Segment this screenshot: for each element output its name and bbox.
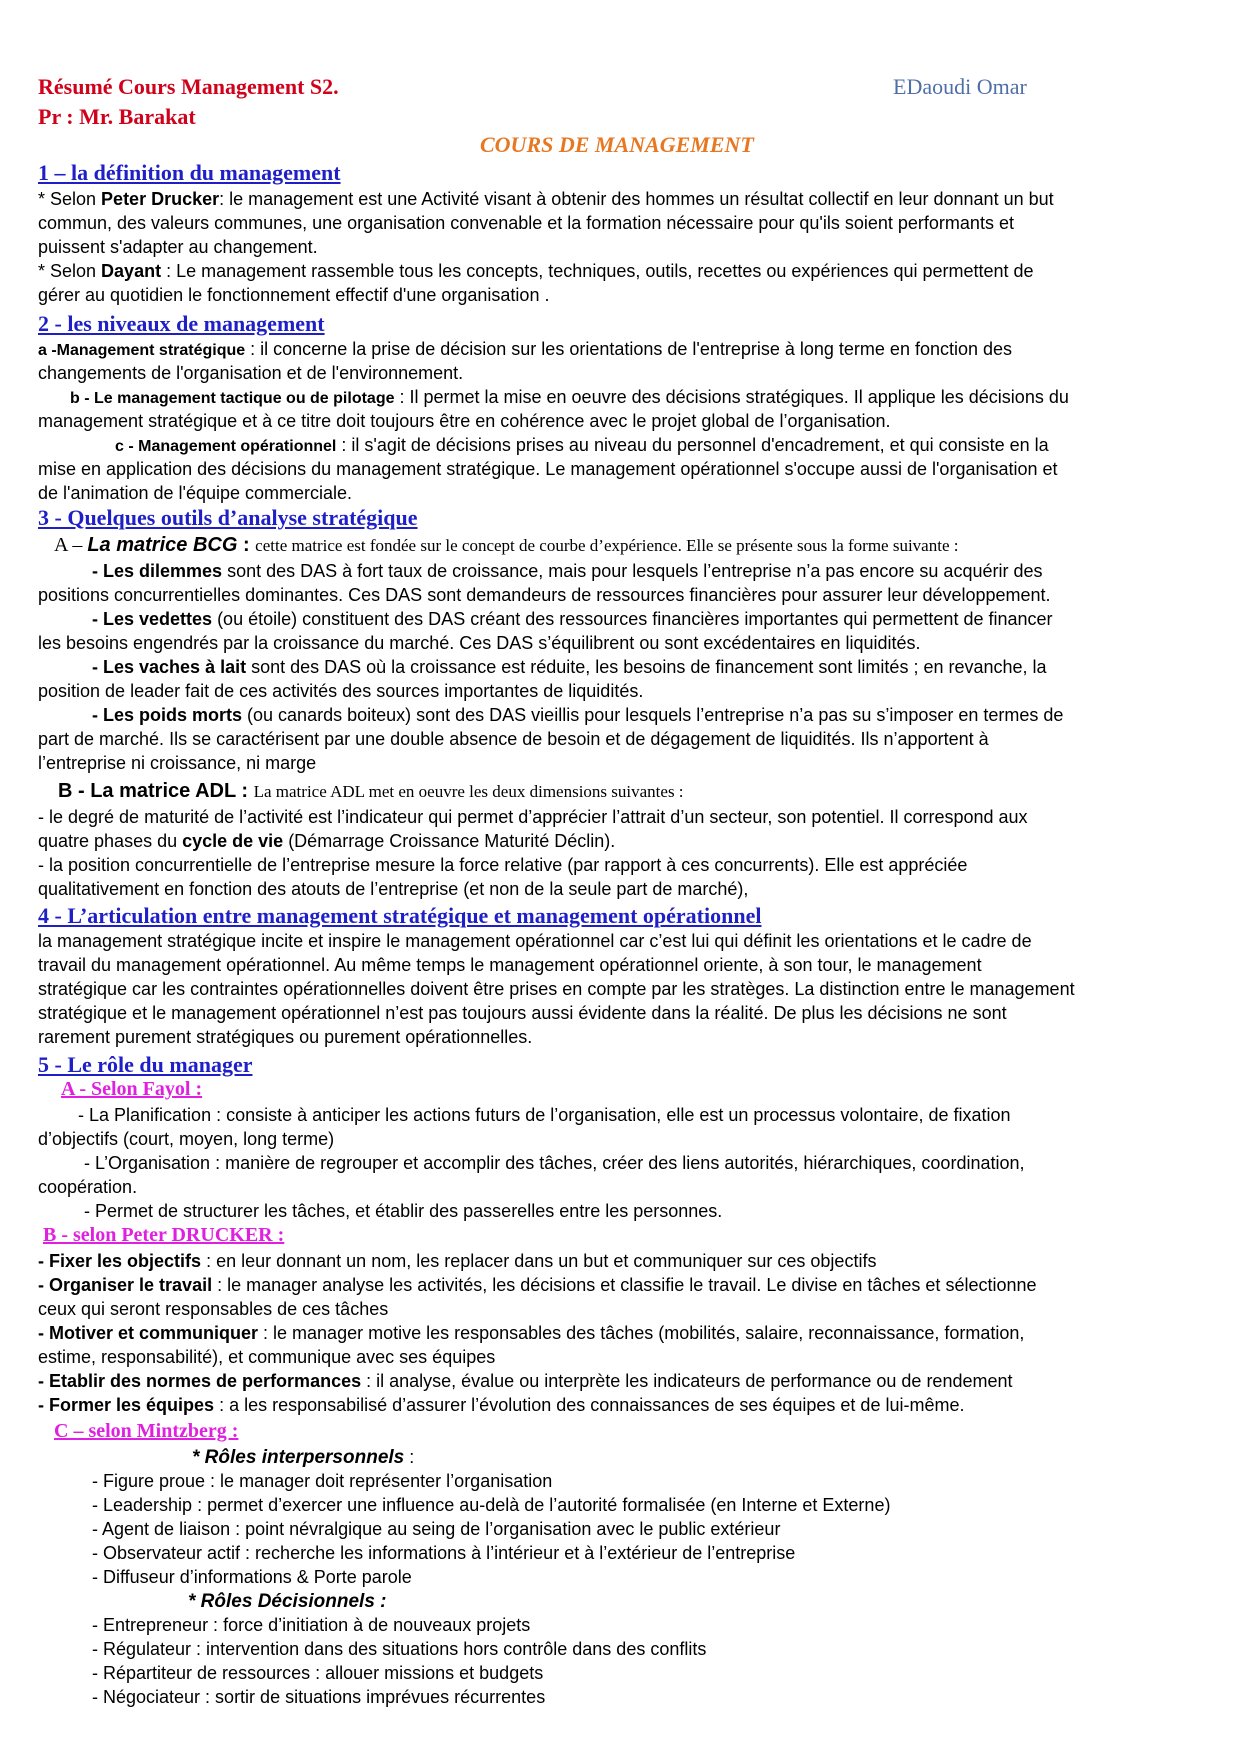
paragraph-line: les besoins engendrés par la croissance du marché. Ces DAS s’équilibrent ou sont excédentaires en liquidités. xyxy=(38,633,921,653)
paragraph-line: - Les vedettes (ou étoile) constituent des DAS créant des ressources financières importantes qui permettent de financer xyxy=(92,609,1053,629)
list-item: - Leadership : permet d’exercer une influence au-delà de l’autorité formalisée (en Interne et Externe) xyxy=(92,1495,891,1515)
paragraph-line: - Les poids morts (ou canards boiteux) sont des DAS vieillis pour lesquels l’entreprise n’a pas su s’imposer en termes de xyxy=(92,705,1064,725)
list-item: - Répartiteur de ressources : allouer missions et budgets xyxy=(92,1663,544,1683)
paragraph-line: - L’Organisation : manière de regrouper et accomplir des tâches, créer des liens autorités, hiérarchiques, coordination, xyxy=(84,1153,1025,1173)
section-4-title: 4 - L’articulation entre management stratégique et management opérationnel xyxy=(38,903,762,928)
bcg-heading: A – La matrice BCG : cette matrice est fondée sur le concept de courbe d’expérience. Elle se présente sous la forme suivante : xyxy=(54,534,959,556)
paragraph-line: positions concurrentielles dominantes. Ces DAS sont demandeurs de ressources financières pour assurer leur développement. xyxy=(38,585,1051,605)
paragraph-line: * Selon Peter Drucker: le management est une Activité visant à obtenir des hommes un résultat collectif en leur donnant un but xyxy=(38,189,1054,209)
paragraph-line: - Les dilemmes sont des DAS à fort taux de croissance, mais pour lesquels l’entreprise n’a pas encore su acquérir des xyxy=(92,561,1043,581)
list-item: - Négociateur : sortir de situations imprévues récurrentes xyxy=(92,1687,546,1707)
paragraph-line: rarement purement stratégiques ou purement opérationnelles. xyxy=(38,1027,533,1047)
paragraph-line: travail du management opérationnel. Au même temps le management opérationnel oriente, à son tour, le management xyxy=(38,955,982,975)
paragraph-line: ceux qui seront responsables de ces tâches xyxy=(38,1299,389,1319)
paragraph-line: - Former les équipes : a les responsabilisé d’assurer l’évolution des connaissances de ses équipes et de lui-même. xyxy=(38,1395,965,1415)
paragraph-line: - La Planification : consiste à anticiper les actions futurs de l’organisation, elle est un processus volontaire, de fixation xyxy=(78,1105,1011,1125)
paragraph-line: stratégique car les contraintes opérationnelles doivent être prises en compte par les stratèges. La distinction entre le management xyxy=(38,979,1075,999)
paragraph-line: * Selon Dayant : Le management rassemble tous les concepts, techniques, outils, recettes ou expériences qui permettent de xyxy=(38,261,1034,281)
paragraph-line: a -Management stratégique : il concerne la prise de décision sur les orientations de l'entreprise à long terme en fonction des xyxy=(38,339,1013,359)
paragraph-line: commun, des valeurs communes, une organisation convenable et la formation nécessaire pour qu'ils soient performants et xyxy=(38,213,1014,233)
paragraph-line: c - Management opérationnel : il s'agit de décisions prises au niveau du personnel d'encadrement, et qui consiste en la xyxy=(115,435,1049,455)
paragraph-line: - Motiver et communiquer : le manager motive les responsables des tâches (mobilités, salaire, reconnaissance, formation, xyxy=(38,1323,1025,1343)
list-item: - Agent de liaison : point névralgique au seing de l’organisation avec le public extérieur xyxy=(92,1519,781,1539)
list-item: - Observateur actif : recherche les informations à l’intérieur et à l’extérieur de l’entreprise xyxy=(92,1543,796,1563)
section-3-title: 3 - Quelques outils d’analyse stratégique xyxy=(38,505,418,530)
paragraph-line: mise en application des décisions du management stratégique. Le management opérationnel s'occupe aussi de l'organisation et xyxy=(38,459,1058,479)
paragraph-line: - la position concurrentielle de l’entreprise mesure la force relative (par rapport à ces concurrents). Elle est appréciée xyxy=(38,855,968,875)
list-item: - Diffuseur d’informations & Porte parole xyxy=(92,1567,412,1587)
roles-interpersonal-heading: * Rôles interpersonnels : xyxy=(192,1447,415,1468)
paragraph-line: puissent s'adapter au changement. xyxy=(38,237,318,257)
paragraph-line: de l'animation de l'équipe commerciale. xyxy=(38,483,353,503)
subsection-drucker: B - selon Peter DRUCKER : xyxy=(43,1224,285,1246)
paragraph-line: qualitativement en fonction des atouts de l’entreprise (et non de la seule part de marché), xyxy=(38,879,749,899)
paragraph-line: l’entreprise ni croissance, ni marge xyxy=(38,753,317,773)
paragraph-line: - Etablir des normes de performances : il analyse, évalue ou interprète les indicateurs de performance ou de rendement xyxy=(38,1371,1013,1391)
paragraph-line: - Organiser le travail : le manager analyse les activités, les décisions et classifie le travail. Le divise en tâches et sélectionne xyxy=(38,1275,1037,1295)
author-name: EDaoudi Omar xyxy=(893,74,1027,99)
paragraph-line: b - Le management tactique ou de pilotage : Il permet la mise en oeuvre des décisions stratégiques. Il applique les décisions du xyxy=(70,387,1069,407)
paragraph-line: d’objectifs (court, moyen, long terme) xyxy=(38,1129,335,1149)
subsection-mintzberg: C – selon Mintzberg : xyxy=(54,1420,239,1442)
section-5-title: 5 - Le rôle du manager xyxy=(38,1052,253,1077)
list-item: - Figure proue : le manager doit représenter l’organisation xyxy=(92,1471,553,1491)
section-1-title: 1 – la définition du management xyxy=(38,160,341,185)
paragraph-line: - Fixer les objectifs : en leur donnant un nom, les replacer dans un but et communiquer sur ces objectifs xyxy=(38,1251,877,1271)
paragraph-line: management stratégique et à ce titre doit toujours être en cohérence avec le projet global de l’organisation. xyxy=(38,411,891,431)
document-title: Résumé Cours Management S2. xyxy=(38,74,339,99)
paragraph-line: coopération. xyxy=(38,1177,138,1197)
paragraph-line: - le degré de maturité de l’activité est l’indicateur qui permet d’apprécier l’attrait d’un secteur, son potentiel. Il correspond aux xyxy=(38,807,1028,827)
list-item: - Entrepreneur : force d’initiation à de nouveaux projets xyxy=(92,1615,531,1635)
adl-heading: B - La matrice ADL : La matrice ADL met en oeuvre les deux dimensions suivantes : xyxy=(58,780,684,802)
paragraph-line: estime, responsabilité), et communique avec ses équipes xyxy=(38,1347,496,1367)
paragraph-line: stratégique et le management opérationnel n’est pas toujours aussi évidente dans la réalité. De plus les décisions ne sont xyxy=(38,1003,1007,1023)
section-2-title: 2 - les niveaux de management xyxy=(38,311,325,336)
course-title: COURS DE MANAGEMENT xyxy=(480,132,754,157)
paragraph-line: - Permet de structurer les tâches, et établir des passerelles entre les personnes. xyxy=(84,1201,723,1221)
paragraph-line: la management stratégique incite et inspire le management opérationnel car c’est lui qui définit les orientations et le cadre de xyxy=(38,931,1032,951)
paragraph-line: part de marché. Ils se caractérisent par une double absence de besoin et de dégagement de liquidités. Ils n’apportent à xyxy=(38,729,989,749)
paragraph-line: quatre phases du cycle de vie (Démarrage Croissance Maturité Déclin). xyxy=(38,831,616,851)
paragraph-line: gérer au quotidien le fonctionnement effectif d'une organisation . xyxy=(38,285,550,305)
roles-decision-heading: * Rôles Décisionnels : xyxy=(188,1591,387,1612)
subsection-fayol: A - Selon Fayol : xyxy=(61,1078,203,1100)
list-item: - Régulateur : intervention dans des situations hors contrôle dans des conflits xyxy=(92,1639,707,1659)
professor-name: Pr : Mr. Barakat xyxy=(38,104,196,129)
paragraph-line: changements de l'organisation et de l'environnement. xyxy=(38,363,464,383)
paragraph-line: position de leader fait de ces activités des sources importantes de liquidités. xyxy=(38,681,644,701)
paragraph-line: - Les vaches à lait sont des DAS où la croissance est réduite, les besoins de financement sont limités ; en revanche, la xyxy=(92,657,1047,677)
